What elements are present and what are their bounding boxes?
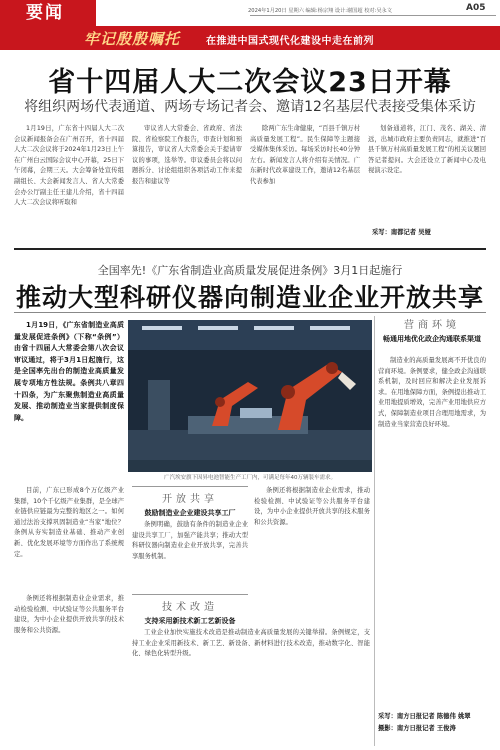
article1-column-2 xyxy=(132,124,242,238)
section-label: 要闻 xyxy=(0,0,96,26)
article1-col3-text: 除两广东生命健康，“百县千镇万村高质量发展工程”。民生保障等主题接受媒体集体采访。每场采访时长40分钟左右。新闻发言人将介绍有关情况。广东新时代改革建设工作，邀请12名基层代表参加 xyxy=(250,125,360,185)
article2-lead xyxy=(14,320,124,424)
date-line: 2024年1月20日 星期六 编辑:杨宗翔 设计:谢国超 校对:吴永文 xyxy=(248,8,392,14)
article2-byline-1: 采写：南方日报记者 陈德伟 姚翠 xyxy=(378,713,471,720)
article1-col2-text: 审议省人大常委会、省政府、省法院、省检察院工作报告，审查计划和预算报告，审议省人大常委会关于提请审议的事项，选举等。审议委员会将以问题拆分、讨论组组织各项活动工作来提报告和建议等 xyxy=(132,125,242,185)
article1-subhead: 将组织两场代表通道、两场专场记者会、邀请12名基层代表接受集体采访 xyxy=(24,99,476,115)
article1-column-1 xyxy=(14,124,124,238)
section-divider xyxy=(14,248,486,250)
sidebar-body xyxy=(378,356,486,704)
box2-title: 技术改造 xyxy=(162,602,218,613)
article2-column-d xyxy=(132,628,370,738)
theme-banner xyxy=(0,26,500,50)
article2-headline: 推动大型科研仪器向制造业企业开放共享 xyxy=(15,283,484,312)
banner-subtitle: 在推进中国式现代化建设中走在前列 xyxy=(206,36,374,47)
article2-col-d-text: 工业企业加快实施技术改造是推动制造业高质量发展的关键举措。条例规定，支持工业企业采用新技术、新工艺、新设备、新材料进行技术改造，推动数字化、智能化、绿色化转型升级。 xyxy=(132,629,370,658)
article2-lead-text: 1月19日，《广东省制造业高质量发展促进条例》（下称“条例”）由省十四届人大常委会第八次会议审议通过，将于3月1日起施行，这是全国率先出台的制造业高质量发展专项地方性法规。条例共八章四十四条，为广东聚焦制造业高质量发展、推动制造业当家提供制度保障。 xyxy=(14,321,124,422)
box1-title: 开放共享 xyxy=(162,494,218,505)
article2-col-b-text: 条例明确，鼓励有条件的制造业企业建设共享工厂，加强产能共享；推动大型科研仪器向制造业企业开放共享，完善共享服务机制。 xyxy=(132,521,248,560)
article2-column-c xyxy=(254,486,370,590)
article1-headline: 省十四届人大二次会议23日开幕 xyxy=(48,67,452,98)
article1-col4-text: 划备通道将，江门、茂名、湖关、清远，出城市政府主要负责同志，就推进“百县千镇万村高质量发展工程”的相关议题回答记者提问。大会还设立了新闻中心及电视演示设定。 xyxy=(368,125,486,175)
page-code: A05 xyxy=(466,3,486,13)
box1-rule xyxy=(132,486,248,487)
article2-byline-2: 摄影：南方日报记者 王俊涛 xyxy=(378,725,456,732)
business-environment-sidebar xyxy=(378,316,486,746)
sidebar-text: 制造业的高质量发展离不开优良的营商环境。条例要求，健全政企沟通联系机制，及时回应和解决企业发展诉求。在用地保障方面，条例提出推动工业用地提质增效，完善产业用地供应方式，保障制造业项目合理用地需求，为制造业当家营造良好环境。 xyxy=(378,357,486,428)
masthead-rule xyxy=(250,15,496,16)
box1-subtitle: 鼓励制造业企业建设共享工厂 xyxy=(144,509,236,517)
article1-byline: 采写：南都记者 吴娅 xyxy=(372,229,431,236)
sidebar-header xyxy=(378,316,486,344)
banner-calligraphy: 牢记殷殷嘱托 xyxy=(84,30,181,48)
box2-header xyxy=(132,598,248,626)
article2-column-a xyxy=(14,486,124,586)
box2-rule xyxy=(132,594,248,595)
article1-column-3 xyxy=(250,124,360,238)
article1-column-4 xyxy=(368,124,486,224)
factory-photo xyxy=(128,320,372,472)
masthead xyxy=(0,0,500,52)
article2-kicker: 全国率先!《广东省制造业高质量发展促进条例》3月1日起施行 xyxy=(97,264,403,277)
article2-col-a-text: 目前，广东已形成8个万亿级产业集群，10个千亿级产业集群，是全球产业链供应链最为完整的地区之一。如何通过法治支撑巩固制造业“当家”地位？条例从夯实制造业基础、推动产业创新、优化发展环境等方面作出了系统规定。 xyxy=(14,487,124,558)
article2-col-a2-text: 条例还将根据制造业企业需求，推动检验检测、中试验证等公共服务平台建设，为中小企业提供开放共享的技术服务和公共资源。 xyxy=(14,595,124,634)
sidebar-divider xyxy=(374,316,375,746)
article1-col1-text: 1月19日，广东省十四届人大二次会议新闻报备会在广州召开，省十四届人大二次会议将于2024年1月23日上午在广州白云国际会议中心开幕，25日下午闭幕，会期三天。大会筹备处宣传组副组长、大会新闻发言人、省人大常委会办公厅副主任王建儿介绍，省十四届人大二次会议将听取和 xyxy=(14,125,124,207)
box2-subtitle: 支持采用新技术新工艺新设备 xyxy=(144,617,236,625)
article2-column-b xyxy=(132,520,248,590)
article2-column-a-continued xyxy=(14,594,124,738)
article2-rule xyxy=(14,312,486,313)
sidebar-title: 营商环境 xyxy=(404,320,460,331)
article2-col-c-text: 条例还将根据制造业企业需求，推动检验检测、中试验证等公共服务平台建设，为中小企业提供开放共享的技术服务和公共资源。 xyxy=(254,487,370,526)
factory-robot-illustration xyxy=(128,320,372,472)
photo-caption: 广汽埃安旗下因昇电池智能生产工厂内，可满足每年40万辆装车需求。 xyxy=(163,475,336,481)
sidebar-subtitle: 畅通用地优化政企沟通联系渠道 xyxy=(383,335,481,343)
box1-header xyxy=(132,490,248,518)
